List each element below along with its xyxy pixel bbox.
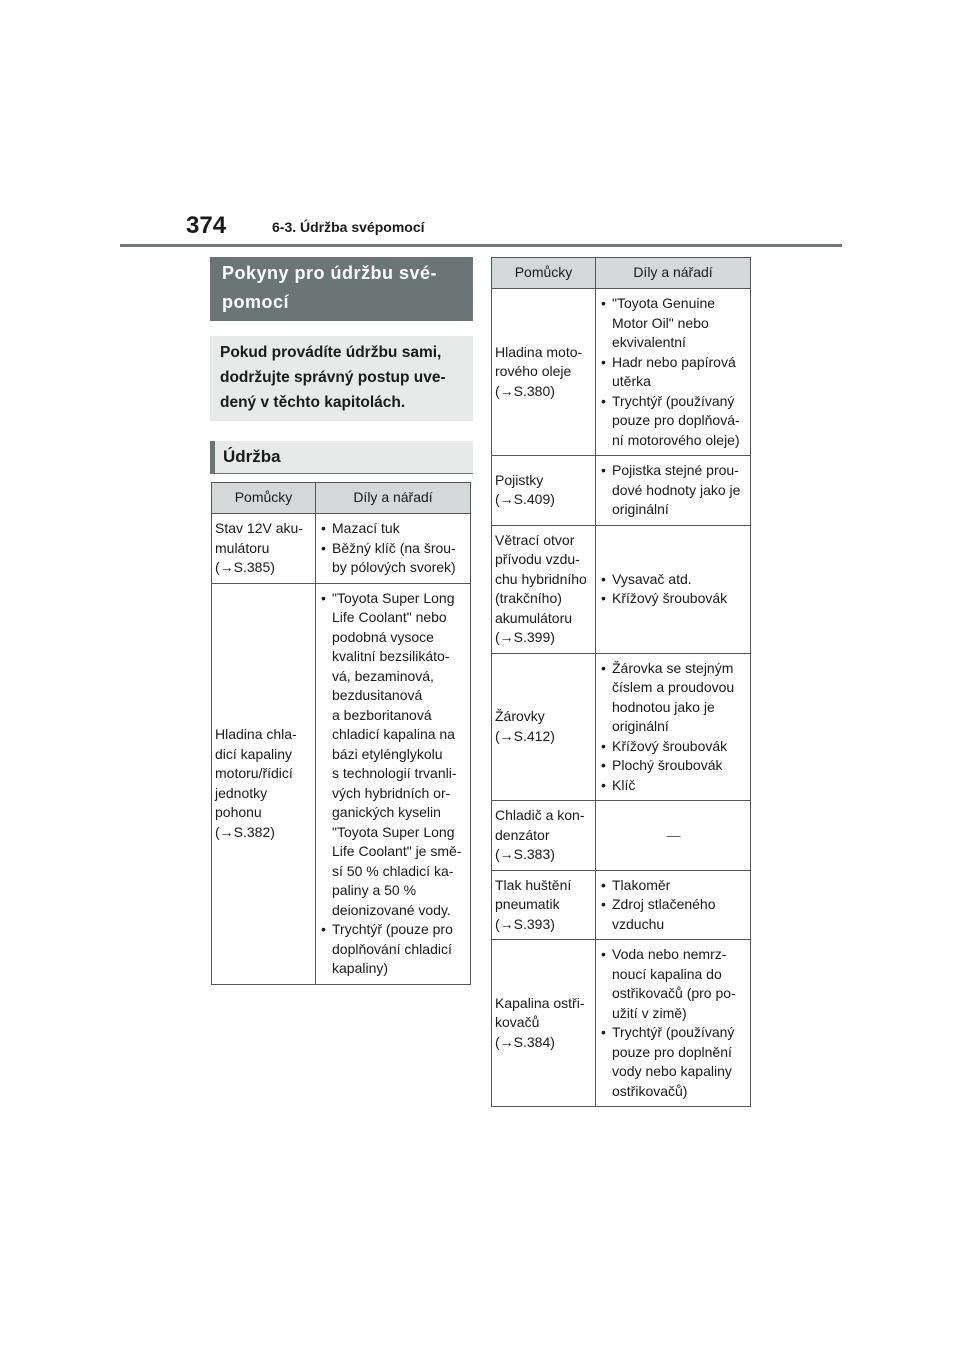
list-item — [599, 353, 748, 392]
parts-list — [599, 945, 748, 1101]
list-item — [319, 589, 468, 921]
part-line: podobná vysoce — [332, 628, 434, 645]
list-item — [599, 945, 748, 1023]
part-line: • Vysavač atd. — [612, 570, 692, 587]
parts-cell — [596, 870, 751, 940]
tool-line: (→S.382) — [215, 823, 275, 840]
tool-line: chu hybridního — [495, 570, 587, 587]
table-row — [212, 514, 471, 584]
part-line: pouze pro doplňová- — [612, 412, 740, 428]
part-line: • Mazací tuk — [332, 520, 400, 536]
list-item — [599, 294, 748, 353]
list-item — [599, 776, 748, 796]
table-row — [212, 583, 471, 984]
part-line: Life Coolant" nebo — [332, 609, 447, 625]
table-body — [212, 514, 471, 985]
part-line: • Hadr nebo papírová — [612, 353, 736, 370]
tool-line: (→S.380) — [495, 382, 555, 399]
list-item — [599, 1023, 748, 1101]
part-line: ganických kyselin — [332, 804, 441, 820]
tool-line: (→S.385) — [215, 559, 275, 575]
table-header-row — [492, 258, 751, 289]
parts-cell — [596, 456, 751, 526]
parts-list — [319, 589, 468, 979]
tool-line: jednotky — [215, 784, 268, 801]
subsection-title: Údržba — [210, 441, 473, 474]
intro-box — [210, 336, 473, 421]
list-item — [599, 461, 748, 520]
list-item — [599, 756, 748, 776]
part-line: originální — [612, 718, 669, 734]
part-line: paliny a 50 % — [332, 882, 417, 898]
table-row — [492, 940, 751, 1107]
parts-cell — [596, 289, 751, 456]
maintenance-table-right — [491, 257, 751, 1107]
parts-cell — [316, 514, 471, 584]
intro-line: dodržujte správný postup uve- — [220, 369, 446, 386]
part-line: • Trychtýř (používaný — [612, 1024, 735, 1040]
parts-cell — [596, 801, 751, 871]
part-line: ostřikovačů) — [612, 1082, 688, 1099]
part-line: kapaliny) — [332, 960, 389, 976]
tool-line: pohonu — [215, 804, 262, 820]
part-line: doplňování chladicí — [332, 940, 452, 957]
part-line: • Žárovka se stejným — [612, 659, 734, 676]
part-line: • Tlakoměr — [612, 876, 671, 893]
list-item — [319, 519, 468, 539]
list-item — [599, 876, 748, 896]
intro-line: Pokud provádíte údržbu sami, — [220, 344, 442, 361]
part-line: vzduchu — [612, 915, 665, 932]
column-header-tools: Pomůcky — [492, 258, 596, 289]
parts-list — [599, 294, 748, 450]
table-body — [492, 289, 751, 1107]
list-item — [599, 659, 748, 737]
part-line: vody nebo kapaliny — [612, 1063, 732, 1079]
part-line: Motor Oil" nebo — [612, 314, 709, 331]
tool-line: Větrací otvor — [495, 531, 575, 548]
tool-line: (→S.412) — [495, 727, 555, 744]
tool-cell — [212, 583, 316, 984]
tool-line: Tlak huštění — [495, 876, 572, 893]
part-line: by pólových svorek) — [332, 559, 456, 575]
part-line: číslem a proudovou — [612, 679, 735, 695]
part-line: • "Toyota Super Long — [332, 589, 455, 606]
tool-line: akumulátoru — [495, 609, 573, 626]
part-line: pouze pro doplnění — [612, 1043, 732, 1060]
list-item — [599, 737, 748, 757]
tool-cell — [492, 289, 596, 456]
tool-line: (→S.383) — [495, 846, 555, 862]
part-line: • Plochý šroubovák — [612, 757, 723, 773]
part-line: utěrka — [612, 373, 651, 389]
tool-line: rového oleje — [495, 363, 572, 380]
parts-cell — [596, 525, 751, 653]
parts-list — [599, 461, 748, 520]
part-line: užití v zimě) — [612, 1004, 687, 1021]
part-line: • Trychtýř (používaný — [612, 392, 735, 409]
page-title-box — [210, 257, 473, 321]
table-header-row — [212, 483, 471, 514]
part-line: • "Toyota Genuine — [612, 295, 716, 311]
part-line: a bezboritanová — [332, 706, 432, 723]
page-title-line: pomocí — [222, 292, 290, 312]
tool-line: Pojistky — [495, 471, 544, 488]
tool-line: (→S.399) — [495, 629, 555, 645]
tool-line: Chladič a kon- — [495, 807, 585, 823]
part-line: "Toyota Super Long — [332, 823, 455, 840]
tool-line: denzátor — [495, 826, 550, 843]
left-column — [210, 257, 473, 985]
part-line: • Voda nebo nemrz- — [612, 946, 727, 962]
list-item — [599, 895, 748, 934]
tool-line: (→S.409) — [495, 491, 555, 508]
tool-line: (→S.384) — [495, 1033, 555, 1050]
parts-cell — [596, 940, 751, 1107]
tool-line: motoru/řídicí — [215, 765, 293, 781]
part-line: bázi etylénglykolu — [332, 745, 443, 762]
tool-line: mulátoru — [215, 539, 270, 556]
parts-list — [599, 570, 748, 609]
column-header-parts: Díly a nářadí — [316, 483, 471, 514]
intro-line: dený v těchto kapitolách. — [220, 394, 406, 411]
tool-line: pneumatik — [495, 896, 560, 912]
part-line: sí 50 % chladicí ka- — [332, 862, 454, 879]
parts-list — [599, 876, 748, 935]
tool-cell — [492, 940, 596, 1107]
page-title-line: Pokyny pro údržbu své- — [222, 263, 438, 283]
tool-line: Žárovky — [495, 708, 545, 725]
tool-line: (→S.393) — [495, 915, 555, 932]
part-line: ostřikovačů (pro po- — [612, 985, 736, 1001]
column-header-tools: Pomůcky — [212, 483, 316, 514]
part-line: hodnotou jako je — [612, 698, 715, 715]
part-line: • Běžný klíč (na šrou- — [332, 539, 456, 556]
table-row — [492, 870, 751, 940]
part-line: • Zdroj stlačeného — [612, 896, 716, 912]
part-line: noucí kapalina do — [612, 965, 722, 982]
part-line: • Křížový šroubovák — [612, 737, 728, 754]
tool-line: Hladina moto- — [495, 343, 583, 360]
part-line: • Trychtýř (pouze pro — [332, 921, 453, 937]
part-line: • Pojistka stejné prou- — [612, 462, 739, 478]
part-line: Life Coolant" je smě- — [332, 843, 462, 859]
tool-cell — [492, 870, 596, 940]
list-item — [599, 570, 748, 590]
part-line: s technologií trvanli- — [332, 765, 457, 781]
tool-cell — [492, 525, 596, 653]
part-line: deionizované vody. — [332, 901, 451, 918]
tool-line: Hladina chla- — [215, 726, 297, 742]
page-number: 374 — [186, 212, 227, 239]
tool-cell — [492, 653, 596, 801]
tool-cell — [492, 801, 596, 871]
part-line: • Klíč — [612, 776, 636, 793]
tool-line: přívodu vzdu- — [495, 551, 580, 567]
list-item — [319, 920, 468, 979]
parts-cell — [316, 583, 471, 984]
tool-line: (trakčního) — [495, 590, 562, 606]
table-row — [492, 289, 751, 456]
table-row — [492, 525, 751, 653]
tool-line: kovačů — [495, 1014, 540, 1031]
parts-cell — [596, 653, 751, 801]
list-item — [599, 589, 748, 609]
table-row — [492, 653, 751, 801]
part-line: ní motorového oleje) — [612, 431, 740, 448]
tool-line: Stav 12V aku- — [215, 520, 303, 536]
parts-list — [599, 659, 748, 796]
tool-cell — [212, 514, 316, 584]
column-header-parts: Díly a nářadí — [596, 258, 751, 289]
list-item — [319, 539, 468, 578]
table-row — [492, 801, 751, 871]
table-row — [492, 456, 751, 526]
part-line: • Křížový šroubovák — [612, 590, 728, 606]
parts-list — [319, 519, 468, 578]
part-line: vých hybridních or- — [332, 784, 451, 801]
empty-dash: — — [666, 826, 681, 843]
section-label: 6-3. Údržba svépomocí — [272, 219, 425, 235]
part-line: ekvivalentní — [612, 334, 686, 350]
list-item — [599, 392, 748, 451]
maintenance-table-left — [211, 482, 471, 985]
part-line: dové hodnoty jako je — [612, 481, 741, 498]
tool-line: dicí kapaliny — [215, 745, 293, 762]
part-line: kvalitní bezsilikáto- — [332, 648, 450, 664]
header-rule — [120, 244, 842, 247]
tool-cell — [492, 456, 596, 526]
tool-line: Kapalina ostři- — [495, 994, 585, 1011]
part-line: bezdusitanová — [332, 687, 423, 703]
part-line: chladicí kapalina na — [332, 726, 455, 742]
part-line: originální — [612, 501, 669, 517]
part-line: vá, bezaminová, — [332, 667, 434, 684]
